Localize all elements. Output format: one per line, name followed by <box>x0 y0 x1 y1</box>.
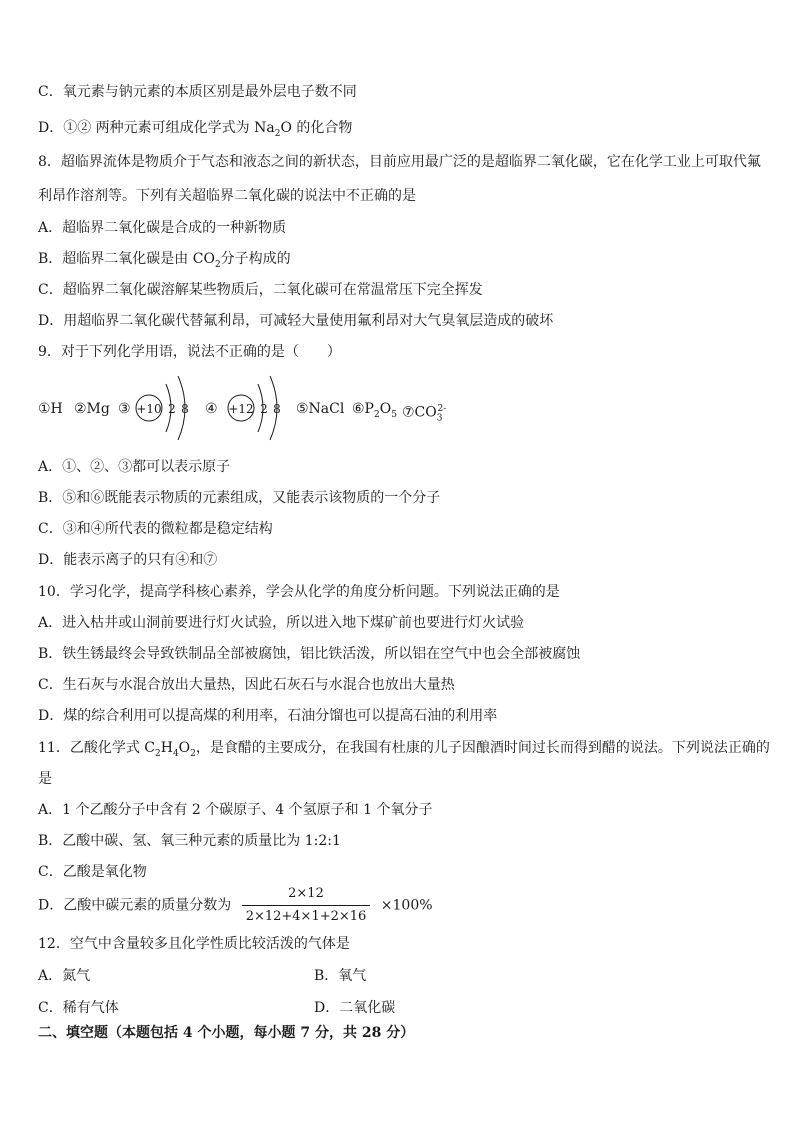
q12-option-c: C．稀有气体 <box>38 1000 119 1016</box>
q10-option-b: B．铁生锈最终会导致铁制品全部被腐蚀，铝比铁活泼，所以铝在空气中也会全部被腐蚀 <box>38 646 581 662</box>
q9-atom4-nucleus: +12 <box>228 402 254 416</box>
q8-stem-line2: 利昂作溶剂等。下列有关超临界二氧化碳的说法中不正确的是 <box>38 188 416 204</box>
q12-stem: 12．空气中含量较多且化学性质比较活泼的气体是 <box>38 936 350 952</box>
q9-option-a: A．①、②、③都可以表示原子 <box>38 459 231 475</box>
q9-symbol-5: ⑤NaCl <box>296 401 345 417</box>
q11-stem-line1: 11．乙酸化学式 $C_2H_4O_2$，是食醋的主要成分，在我国有杜康的儿子因酿酒时间过长而得到醋的说法。下列说法正确的 <box>38 740 770 759</box>
q8-option-a: A．超临界二氧化碳是合成的一种新物质 <box>38 220 287 236</box>
q9-atom3-shell2: 8 <box>181 402 189 416</box>
q11-mass-fraction: $\frac{2\times 12}{2\times 12+4\times 1+2\times 16}$ <box>242 885 371 926</box>
q11-option-d: D．乙酸中碳元素的质量分数为 $\frac{2\times 12}{2\times 12+4\times 1+2\times 16}$ ×100% <box>38 886 433 924</box>
q9-symbol-2: ②Mg <box>74 401 110 417</box>
q12-option-a: A．氮气 <box>38 968 91 984</box>
q9-atom3-nucleus: +10 <box>136 402 162 416</box>
q11-option-a: A．1 个乙酸分子中含有 2 个碳原子、4 个氢原子和 1 个氧分子 <box>38 802 433 818</box>
q10-stem: 10．学习化学，提高学科核心素养，学会从化学的角度分析问题。下列说法正确的是 <box>38 584 560 600</box>
q10-option-d: D．煤的综合利用可以提高煤的利用率，石油分馏也可以提高石油的利用率 <box>38 708 498 724</box>
q9-stem: 9．对于下列化学用语，说法不正确的是（ ） <box>38 344 341 360</box>
q10-option-c: C．生石灰与水混合放出大量热，因此石灰石与水混合也放出大量热 <box>38 677 455 693</box>
q7-option-c: C．氧元素与钠元素的本质区别是最外层电子数不同 <box>38 84 357 100</box>
q9-symbol-1: ①H <box>38 401 63 417</box>
q11-option-c: C．乙酸是氧化物 <box>38 864 147 880</box>
q10-option-a: A．进入枯井或山洞前要进行灯火试验，所以进入地下煤矿前也要进行灯火试验 <box>38 615 525 631</box>
q9-symbol-6: $⑥P_2O_5$ <box>352 401 397 420</box>
q8-option-d: D．用超临界二氧化碳代替氟利昂，可减轻大量使用氟利昂对大气臭氧层造成的破坏 <box>38 313 554 329</box>
q9-atom-structure-neon <box>132 372 194 444</box>
q9-symbol-3-label: ③ <box>118 401 131 417</box>
q7-option-d: D．①② 两种元素可组成化学式为 $Na_2O$ 的化合物 <box>38 120 353 139</box>
q9-atom4-shell1: 2 <box>260 402 268 416</box>
q9-option-c: C．③和④所代表的微粒都是稳定结构 <box>38 521 273 537</box>
q8-option-c: C．超临界二氧化碳溶解某些物质后，二氧化碳可在常温常压下完全挥发 <box>38 282 483 298</box>
q9-atom-structure-magnesium-ion <box>224 372 286 444</box>
q11-option-b: B．乙酸中碳、氢、氧三种元素的质量比为 1:2:1 <box>38 833 341 849</box>
q9-atom4-shell2: 8 <box>273 402 281 416</box>
q8-stem-line1: 8．超临界流体是物质介于气态和液态之间的新状态，目前应用最广泛的是超临界二氧化碳，它在化学工业上可取代氟 <box>38 154 761 170</box>
q9-option-d: D．能表示离子的只有④和⑦ <box>38 552 218 568</box>
q9-option-b: B．⑤和⑥既能表示物质的元素组成，又能表示该物质的一个分子 <box>38 490 441 506</box>
q12-option-d: D．二氧化碳 <box>314 1000 396 1016</box>
q12-option-b: B．氧气 <box>314 968 367 984</box>
q9-atom3-shell1: 2 <box>168 402 176 416</box>
section-heading-fill-in: 二、填空题（本题包括 4 个小题，每小题 7 分，共 28 分） <box>38 1025 415 1041</box>
q9-symbol-7: $⑦CO_3^{2-}$ <box>402 404 447 424</box>
q9-symbol-4-label: ④ <box>205 401 218 417</box>
q11-stem-line2: 是 <box>38 771 52 787</box>
q8-option-b: B．超临界二氧化碳是由 $CO_2$分子构成的 <box>38 251 291 270</box>
